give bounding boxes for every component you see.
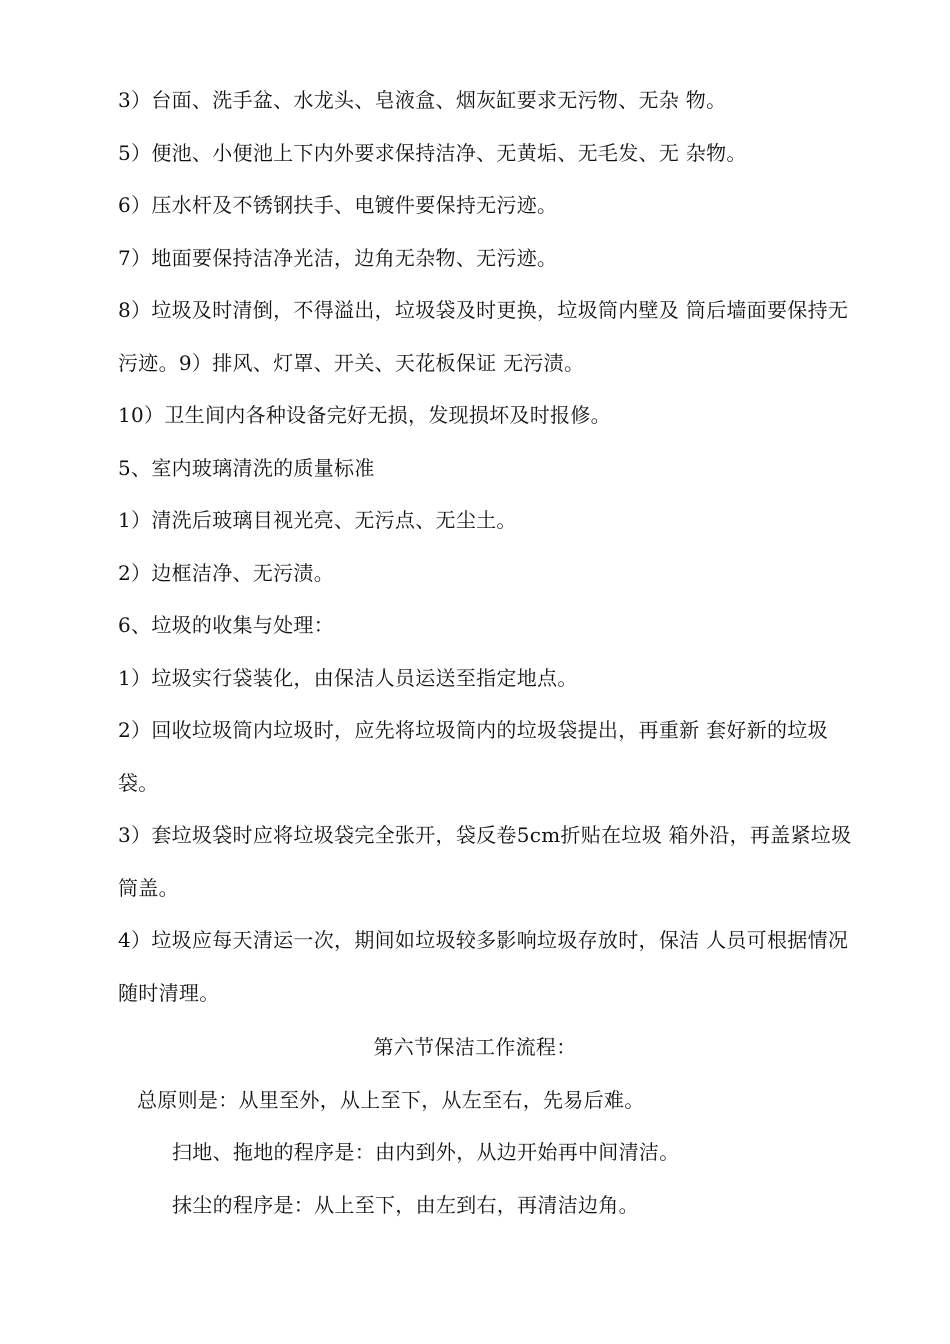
paragraph-garbage-1: 1）垃圾实行袋装化，由保洁人员运送至指定地点。 bbox=[118, 665, 578, 690]
paragraph-glass-2: 2）边框洁净、无污渍。 bbox=[118, 560, 335, 585]
subsection-title-garbage: 6、垃圾的收集与处理： bbox=[118, 613, 335, 637]
sweep-procedure: 扫地、拖地的程序是：由内到外，从边开始再中间清洁。 bbox=[172, 1140, 680, 1164]
paragraph-garbage-2: 2）回收垃圾筒内垃圾时，应先将垃圾筒内的垃圾袋提出，再重新 套好新的垃圾袋。 bbox=[118, 718, 828, 795]
paragraph-item-7: 7）地面要保持洁净光洁，边角无杂物、无污迹。 bbox=[118, 245, 558, 270]
paragraph-item-3: 3）台面、洗手盆、水龙头、皂液盒、烟灰缸要求无污物、无杂 物。 bbox=[118, 88, 727, 112]
paragraph-item-10: 10）卫生间内各种设备完好无损，发现损坏及时报修。 bbox=[118, 403, 611, 427]
subsection-title-glass-cleaning: 5、室内玻璃清洗的质量标准 bbox=[118, 455, 375, 480]
paragraph-garbage-3: 3）套垃圾袋时应将垃圾袋完全张开，袋反卷5cm折贴在垃圾 箱外沿，再盖紧垃圾筒盖。 bbox=[118, 823, 852, 900]
paragraph-item-8-9: 8）垃圾及时清倒，不得溢出，垃圾袋及时更换，垃圾筒内壁及 筒后墙面要保持无污迹。9）排风、灯罩、开关、天花板保证 无污渍。 bbox=[118, 298, 849, 375]
paragraph-item-5: 5）便池、小便池上下内外要求保持洁净、无黄垢、无毛发、无 杂物。 bbox=[118, 140, 747, 165]
paragraph-item-6: 6）压水杆及不锈钢扶手、电镀件要保持无污迹。 bbox=[118, 193, 558, 217]
section-heading: 第六节保洁工作流程： bbox=[373, 1035, 577, 1059]
paragraph-glass-1: 1）清洗后玻璃目视光亮、无污点、无尘土。 bbox=[118, 508, 517, 532]
general-principle: 总原则是：从里至外，从上至下，从左至右，先易后难。 bbox=[137, 1087, 645, 1112]
paragraph-garbage-4: 4）垃圾应每天清运一次，期间如垃圾较多影响垃圾存放时，保洁 人员可根据情况随时清理。 bbox=[118, 928, 849, 1005]
document-body bbox=[0, 74, 950, 1231]
dust-procedure: 抹尘的程序是：从上至下，由左到右，再清洁边角。 bbox=[172, 1192, 639, 1217]
